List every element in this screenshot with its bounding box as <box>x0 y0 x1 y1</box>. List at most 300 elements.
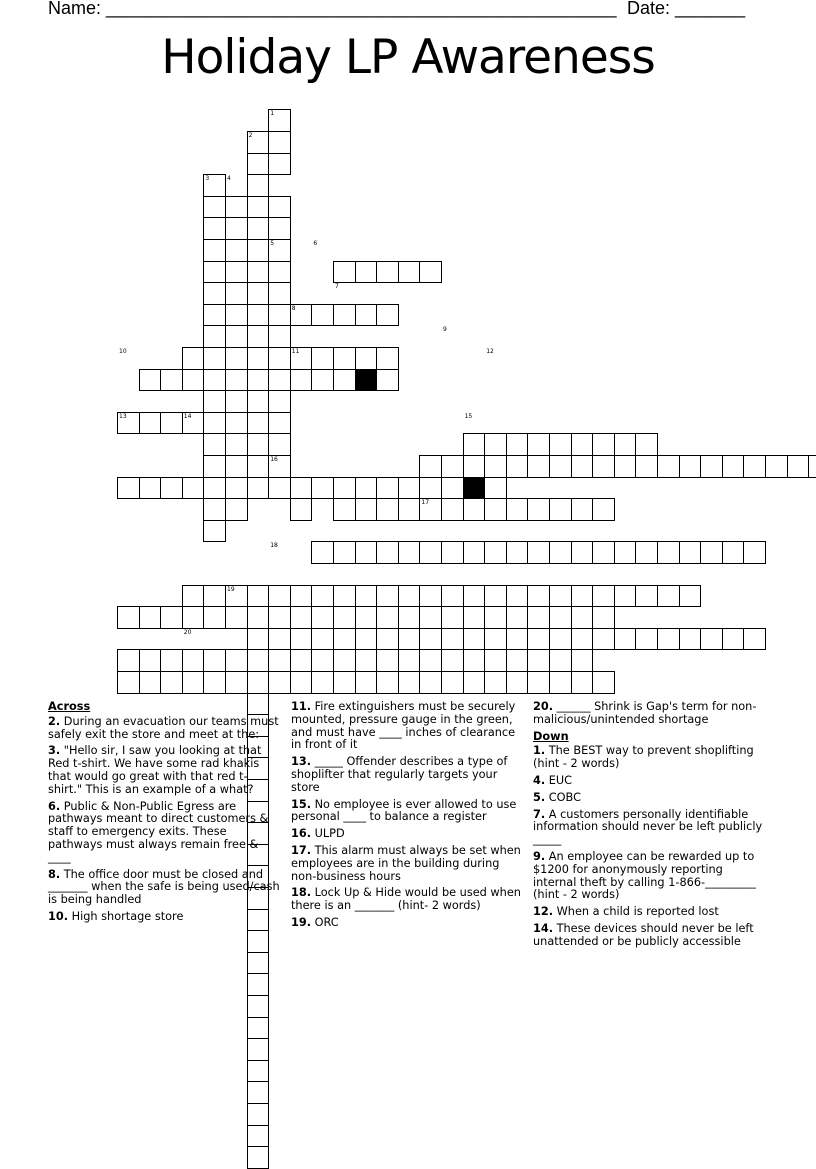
grid-cell[interactable] <box>419 585 442 608</box>
grid-cell[interactable] <box>225 239 248 262</box>
clue-item-text: These devices should never be left unattended or be publicly accessible <box>533 921 754 948</box>
grid-cell[interactable] <box>614 585 637 608</box>
grid-cell[interactable] <box>614 433 637 456</box>
clue-item <box>533 923 765 949</box>
clue-number: 16 <box>270 456 278 463</box>
grid-cell[interactable] <box>268 369 291 392</box>
grid-cell[interactable] <box>376 498 399 521</box>
grid-cell[interactable] <box>268 585 291 608</box>
grid-cell[interactable] <box>657 541 680 564</box>
grid-cell[interactable] <box>614 455 637 478</box>
grid-cell[interactable] <box>225 217 248 240</box>
grid-cell[interactable] <box>549 628 572 651</box>
grid-cell[interactable] <box>247 1146 270 1169</box>
grid-cell[interactable] <box>355 304 378 327</box>
grid-cell[interactable] <box>722 455 745 478</box>
grid-cell[interactable] <box>419 541 442 564</box>
grid-cell[interactable] <box>376 606 399 629</box>
grid-cell[interactable] <box>117 649 140 672</box>
grid-cell[interactable] <box>311 606 334 629</box>
grid-cell[interactable] <box>333 347 356 370</box>
grid-cell[interactable] <box>441 498 464 521</box>
clue-item-number: 14. <box>533 921 554 935</box>
grid-cell[interactable] <box>203 369 226 392</box>
grid-cell[interactable] <box>247 412 270 435</box>
grid-cell[interactable] <box>355 628 378 651</box>
grid-cell[interactable] <box>355 477 378 500</box>
grid-cell[interactable] <box>419 261 442 284</box>
grid-cell[interactable] <box>571 671 594 694</box>
grid-cell[interactable] <box>247 1125 270 1148</box>
grid-cell[interactable] <box>398 541 421 564</box>
grid-cell[interactable] <box>160 649 183 672</box>
grid-cell[interactable] <box>398 649 421 672</box>
grid-cell[interactable] <box>268 649 291 672</box>
grid-cell[interactable] <box>398 628 421 651</box>
grid-cell[interactable] <box>808 455 816 478</box>
grid-cell[interactable] <box>247 671 270 694</box>
grid-cell[interactable] <box>247 196 270 219</box>
grid-cell[interactable] <box>419 477 442 500</box>
grid-cell[interactable] <box>139 477 162 500</box>
grid-cell[interactable] <box>549 606 572 629</box>
grid-cell[interactable] <box>441 649 464 672</box>
grid-cell[interactable] <box>419 671 442 694</box>
grid-cell[interactable] <box>376 304 399 327</box>
grid-cell[interactable] <box>117 477 140 500</box>
grid-cell[interactable] <box>376 541 399 564</box>
grid-cell[interactable] <box>268 347 291 370</box>
grid-cell[interactable] <box>311 369 334 392</box>
grid-cell[interactable] <box>290 649 313 672</box>
grid-cell[interactable] <box>635 628 658 651</box>
grid-cell[interactable] <box>117 671 140 694</box>
grid-cell[interactable] <box>484 477 507 500</box>
grid-cell[interactable] <box>657 585 680 608</box>
grid-cell[interactable] <box>419 628 442 651</box>
grid-cell[interactable] <box>376 369 399 392</box>
grid-cell[interactable] <box>398 477 421 500</box>
grid-cell[interactable] <box>203 498 226 521</box>
grid-cell[interactable] <box>225 412 248 435</box>
grid-cell[interactable] <box>527 649 550 672</box>
grid-cell[interactable] <box>571 649 594 672</box>
grid-cell[interactable] <box>290 628 313 651</box>
grid-cell[interactable] <box>182 606 205 629</box>
grid-cell[interactable] <box>592 606 615 629</box>
grid-cell[interactable] <box>203 433 226 456</box>
grid-cell[interactable] <box>463 606 486 629</box>
grid-cell[interactable] <box>247 585 270 608</box>
grid-cell[interactable] <box>484 671 507 694</box>
grid-cell[interactable] <box>722 541 745 564</box>
grid-cell[interactable] <box>333 477 356 500</box>
grid-cell[interactable] <box>225 649 248 672</box>
grid-cell[interactable] <box>463 455 486 478</box>
grid-cell[interactable] <box>333 304 356 327</box>
grid-cell[interactable] <box>225 304 248 327</box>
grid-cell[interactable] <box>506 671 529 694</box>
grid-cell[interactable] <box>484 628 507 651</box>
grid-cell[interactable] <box>657 455 680 478</box>
grid-cell[interactable] <box>463 649 486 672</box>
grid-cell[interactable] <box>333 261 356 284</box>
grid-cell[interactable] <box>268 196 291 219</box>
grid-cell[interactable] <box>506 606 529 629</box>
grid-cell[interactable] <box>225 455 248 478</box>
grid-cell[interactable] <box>333 649 356 672</box>
grid-cell[interactable] <box>527 455 550 478</box>
grid-cell[interactable] <box>527 628 550 651</box>
grid-cell[interactable] <box>225 196 248 219</box>
grid-cell[interactable] <box>700 628 723 651</box>
grid-cell[interactable] <box>506 433 529 456</box>
grid-cell[interactable] <box>743 455 766 478</box>
grid-cell[interactable] <box>247 477 270 500</box>
grid-cell[interactable] <box>333 628 356 651</box>
grid-cell[interactable] <box>398 671 421 694</box>
grid-cell[interactable] <box>203 390 226 413</box>
grid-cell[interactable] <box>203 477 226 500</box>
grid-cell[interactable] <box>247 455 270 478</box>
grid-cell[interactable] <box>268 433 291 456</box>
grid-cell[interactable] <box>376 347 399 370</box>
grid-cell[interactable] <box>506 585 529 608</box>
grid-cell[interactable] <box>592 498 615 521</box>
grid-cell[interactable] <box>311 347 334 370</box>
grid-cell[interactable] <box>268 304 291 327</box>
grid-cell[interactable] <box>463 628 486 651</box>
grid-cell[interactable] <box>333 606 356 629</box>
grid-cell[interactable] <box>333 541 356 564</box>
grid-cell[interactable] <box>700 455 723 478</box>
grid-cell[interactable] <box>506 541 529 564</box>
grid-cell[interactable] <box>203 455 226 478</box>
grid-cell[interactable] <box>592 628 615 651</box>
name-field[interactable]: Name: ___________________________________________________ <box>48 0 617 18</box>
grid-cell[interactable] <box>549 498 572 521</box>
grid-cell[interactable] <box>355 585 378 608</box>
grid-cell[interactable] <box>398 585 421 608</box>
grid-cell[interactable] <box>139 412 162 435</box>
grid-cell[interactable] <box>614 628 637 651</box>
grid-cell[interactable] <box>571 433 594 456</box>
grid-cell[interactable] <box>268 390 291 413</box>
grid-cell[interactable] <box>268 131 291 154</box>
grid-cell[interactable] <box>182 347 205 370</box>
grid-cell[interactable] <box>592 455 615 478</box>
grid-cell[interactable] <box>419 455 442 478</box>
grid-cell[interactable] <box>139 369 162 392</box>
grid-cell[interactable] <box>765 455 788 478</box>
grid-cell[interactable] <box>203 304 226 327</box>
clue-item-number: 20. <box>533 700 554 713</box>
grid-cell[interactable] <box>311 671 334 694</box>
grid-cell[interactable] <box>225 261 248 284</box>
grid-cell[interactable] <box>484 498 507 521</box>
grid-cell[interactable] <box>290 477 313 500</box>
grid-cell[interactable] <box>635 455 658 478</box>
grid-cell[interactable] <box>571 585 594 608</box>
grid-cell[interactable] <box>679 455 702 478</box>
grid-cell[interactable] <box>225 325 248 348</box>
grid-cell[interactable] <box>419 649 442 672</box>
grid-cell[interactable] <box>290 606 313 629</box>
grid-cell[interactable] <box>527 433 550 456</box>
grid-cell[interactable] <box>592 585 615 608</box>
grid-cell[interactable] <box>355 347 378 370</box>
grid-cell[interactable] <box>203 520 226 543</box>
grid-cell[interactable] <box>333 585 356 608</box>
grid-cell[interactable] <box>311 541 334 564</box>
grid-cell[interactable] <box>722 628 745 651</box>
grid-cell[interactable] <box>203 325 226 348</box>
puzzle-title: Holiday LP Awareness <box>161 30 655 85</box>
grid-cell[interactable] <box>484 455 507 478</box>
grid-cell[interactable] <box>463 498 486 521</box>
grid-cell[interactable] <box>376 628 399 651</box>
grid-cell[interactable] <box>247 433 270 456</box>
grid-cell[interactable] <box>398 261 421 284</box>
grid-cell[interactable] <box>635 585 658 608</box>
grid-cell[interactable] <box>527 498 550 521</box>
grid-cell[interactable] <box>225 433 248 456</box>
grid-cell[interactable] <box>463 541 486 564</box>
grid-cell[interactable] <box>463 585 486 608</box>
grid-block <box>355 369 378 392</box>
grid-cell[interactable] <box>247 217 270 240</box>
grid-cell[interactable] <box>268 671 291 694</box>
grid-cell[interactable] <box>679 541 702 564</box>
grid-cell[interactable] <box>247 1103 270 1126</box>
grid-cell[interactable] <box>225 390 248 413</box>
grid-cell[interactable] <box>355 606 378 629</box>
grid-cell[interactable] <box>527 606 550 629</box>
grid-cell[interactable] <box>549 541 572 564</box>
grid-cell[interactable] <box>355 671 378 694</box>
grid-cell[interactable] <box>247 174 270 197</box>
grid-cell[interactable] <box>787 455 810 478</box>
grid-cell[interactable] <box>268 282 291 305</box>
grid-cell[interactable] <box>182 671 205 694</box>
clue-number: 15 <box>464 412 473 420</box>
grid-cell[interactable] <box>333 671 356 694</box>
grid-cell[interactable] <box>247 347 270 370</box>
grid-cell[interactable] <box>247 952 270 975</box>
grid-cell[interactable] <box>506 455 529 478</box>
grid-cell[interactable] <box>484 585 507 608</box>
grid-cell[interactable] <box>333 498 356 521</box>
grid-cell[interactable] <box>441 477 464 500</box>
grid-cell[interactable] <box>203 606 226 629</box>
grid-cell[interactable] <box>225 282 248 305</box>
grid-cell[interactable] <box>592 541 615 564</box>
grid-cell[interactable] <box>203 282 226 305</box>
grid-cell[interactable] <box>247 304 270 327</box>
grid-cell[interactable] <box>484 541 507 564</box>
grid-cell[interactable] <box>247 369 270 392</box>
grid-cell[interactable] <box>247 325 270 348</box>
grid-cell[interactable] <box>247 239 270 262</box>
grid-cell[interactable] <box>182 649 205 672</box>
grid-cell[interactable] <box>139 606 162 629</box>
grid-cell[interactable] <box>311 628 334 651</box>
date-field[interactable]: Date: _______ <box>627 0 746 18</box>
grid-cell[interactable] <box>247 973 270 996</box>
grid-cell[interactable] <box>268 606 291 629</box>
grid-cell[interactable] <box>376 477 399 500</box>
grid-cell[interactable] <box>419 606 442 629</box>
grid-cell[interactable] <box>592 671 615 694</box>
grid-cell[interactable] <box>160 412 183 435</box>
grid-cell[interactable] <box>247 282 270 305</box>
grid-cell[interactable] <box>182 585 205 608</box>
grid-cell[interactable] <box>527 541 550 564</box>
grid-cell[interactable] <box>700 541 723 564</box>
grid-cell[interactable] <box>441 455 464 478</box>
grid-cell[interactable] <box>203 412 226 435</box>
grid-cell[interactable] <box>549 433 572 456</box>
grid-cell[interactable] <box>355 541 378 564</box>
grid-cell[interactable] <box>376 261 399 284</box>
grid-cell[interactable] <box>268 217 291 240</box>
grid-cell[interactable] <box>743 628 766 651</box>
grid-cell[interactable] <box>160 606 183 629</box>
grid-cell[interactable] <box>549 649 572 672</box>
grid-cell[interactable] <box>311 585 334 608</box>
grid-cell[interactable] <box>506 628 529 651</box>
grid-cell[interactable] <box>484 649 507 672</box>
grid-cell[interactable] <box>376 585 399 608</box>
grid-cell[interactable] <box>203 671 226 694</box>
grid-cell[interactable] <box>247 995 270 1018</box>
grid-cell[interactable] <box>247 930 270 953</box>
grid-cell[interactable] <box>635 541 658 564</box>
grid-cell[interactable] <box>247 261 270 284</box>
grid-cell[interactable] <box>203 649 226 672</box>
grid-cell[interactable] <box>679 585 702 608</box>
grid-cell[interactable] <box>268 261 291 284</box>
grid-cell[interactable] <box>355 498 378 521</box>
grid-cell[interactable] <box>247 1038 270 1061</box>
grid-cell[interactable] <box>247 1081 270 1104</box>
grid-cell[interactable] <box>225 498 248 521</box>
grid-cell[interactable] <box>333 369 356 392</box>
clue-item-number: 18. <box>291 886 312 900</box>
grid-cell[interactable] <box>160 369 183 392</box>
grid-cell[interactable] <box>441 585 464 608</box>
grid-cell[interactable] <box>139 671 162 694</box>
grid-cell[interactable] <box>506 649 529 672</box>
grid-cell[interactable] <box>592 433 615 456</box>
grid-cell[interactable] <box>225 369 248 392</box>
grid-cell[interactable] <box>225 671 248 694</box>
grid-cell[interactable] <box>376 671 399 694</box>
grid-cell[interactable] <box>484 433 507 456</box>
grid-cell[interactable] <box>247 153 270 176</box>
grid-cell[interactable] <box>549 671 572 694</box>
grid-cell[interactable] <box>225 477 248 500</box>
grid-cell[interactable] <box>268 477 291 500</box>
grid-cell[interactable] <box>203 585 226 608</box>
grid-cell[interactable] <box>571 455 594 478</box>
grid-cell[interactable] <box>203 261 226 284</box>
grid-cell[interactable] <box>463 671 486 694</box>
grid-cell[interactable] <box>203 196 226 219</box>
clue-number: 11 <box>291 348 300 355</box>
grid-cell[interactable] <box>679 628 702 651</box>
grid-cell[interactable] <box>376 649 399 672</box>
grid-cell[interactable] <box>290 369 313 392</box>
grid-cell[interactable] <box>571 606 594 629</box>
grid-cell[interactable] <box>355 261 378 284</box>
grid-cell[interactable] <box>571 498 594 521</box>
grid-cell[interactable] <box>398 498 421 521</box>
grid-cell[interactable] <box>657 628 680 651</box>
grid-cell[interactable] <box>160 477 183 500</box>
grid-cell[interactable] <box>203 347 226 370</box>
grid-cell[interactable] <box>225 606 248 629</box>
grid-cell[interactable] <box>527 671 550 694</box>
grid-cell[interactable] <box>268 325 291 348</box>
grid-cell[interactable] <box>139 649 162 672</box>
grid-cell[interactable] <box>268 628 291 651</box>
grid-cell[interactable] <box>268 153 291 176</box>
grid-cell[interactable] <box>203 217 226 240</box>
grid-cell[interactable] <box>355 649 378 672</box>
grid-cell[interactable] <box>247 1017 270 1040</box>
grid-cell[interactable] <box>441 606 464 629</box>
clue-number: 9 <box>443 326 447 334</box>
grid-cell[interactable] <box>463 433 486 456</box>
grid-cell[interactable] <box>290 498 313 521</box>
grid-cell[interactable] <box>182 477 205 500</box>
grid-cell[interactable] <box>247 390 270 413</box>
grid-cell[interactable] <box>635 433 658 456</box>
grid-cell[interactable] <box>247 1060 270 1083</box>
grid-cell[interactable] <box>311 304 334 327</box>
grid-cell[interactable] <box>311 649 334 672</box>
grid-cell[interactable] <box>484 606 507 629</box>
grid-cell[interactable] <box>268 412 291 435</box>
grid-cell[interactable] <box>225 347 248 370</box>
grid-cell[interactable] <box>441 628 464 651</box>
grid-cell[interactable] <box>506 498 529 521</box>
grid-cell[interactable] <box>290 585 313 608</box>
grid-cell[interactable] <box>743 541 766 564</box>
grid-cell[interactable] <box>182 369 205 392</box>
grid-cell[interactable] <box>311 477 334 500</box>
grid-cell[interactable] <box>441 671 464 694</box>
grid-cell[interactable] <box>247 606 270 629</box>
grid-cell[interactable] <box>614 541 637 564</box>
grid-cell[interactable] <box>203 239 226 262</box>
grid-cell[interactable] <box>549 585 572 608</box>
grid-cell[interactable] <box>117 606 140 629</box>
grid-cell[interactable] <box>549 455 572 478</box>
clue-item-text: This alarm must always be set when employees are in the building during non-business hours <box>291 843 521 883</box>
grid-cell[interactable] <box>527 585 550 608</box>
grid-cell[interactable] <box>247 649 270 672</box>
grid-cell[interactable] <box>290 671 313 694</box>
grid-cell[interactable] <box>398 606 421 629</box>
clues-column-3 <box>533 701 765 953</box>
grid-cell[interactable] <box>571 628 594 651</box>
grid-cell[interactable] <box>441 541 464 564</box>
grid-cell[interactable] <box>160 671 183 694</box>
grid-cell[interactable] <box>247 628 270 651</box>
grid-cell[interactable] <box>571 541 594 564</box>
